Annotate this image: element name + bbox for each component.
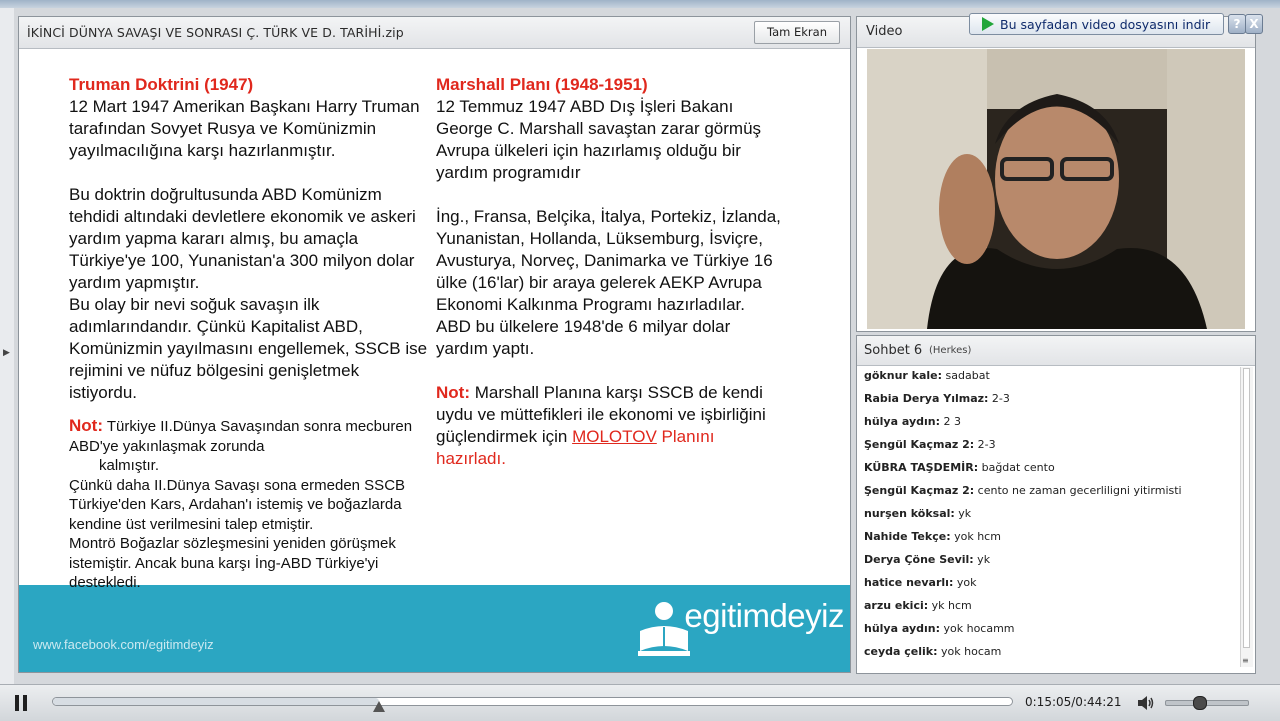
marshall-note-label: Not: bbox=[436, 383, 470, 402]
chat-text: yk bbox=[973, 553, 991, 566]
chat-username: KÜBRA TAŞDEMİR: bbox=[864, 461, 979, 474]
marshall-column bbox=[436, 74, 781, 470]
chat-text: yk bbox=[954, 507, 972, 520]
video-panel-title: Video bbox=[866, 24, 903, 39]
chat-username: Şengül Kaçmaz 2: bbox=[864, 438, 975, 451]
chat-message bbox=[864, 438, 1234, 461]
marshall-heading: Marshall Planı (1948-1951) bbox=[436, 75, 648, 94]
chat-title: Sohbet 6 bbox=[864, 343, 923, 358]
truman-note-tail: kalmıştır. bbox=[99, 457, 160, 474]
chat-scope: (Herkes) bbox=[929, 345, 972, 356]
chat-text: cento ne zaman gecerliligni yitirmisti bbox=[974, 484, 1182, 497]
seek-bar-played bbox=[53, 698, 379, 705]
time-display: 0:15:05/0:44:21 bbox=[1025, 695, 1122, 709]
marshall-note bbox=[436, 382, 781, 470]
volume-icon[interactable] bbox=[1137, 695, 1155, 711]
pause-icon bbox=[15, 695, 19, 711]
chat-username: Şengül Kaçmaz 2: bbox=[864, 484, 975, 497]
chat-scroll-thumb[interactable] bbox=[1243, 368, 1250, 648]
chat-text: yok hocam bbox=[937, 645, 1002, 658]
slide-panel bbox=[18, 16, 851, 673]
chat-message bbox=[864, 415, 1234, 438]
chat-message bbox=[864, 461, 1234, 484]
chat-text: sadabat bbox=[942, 369, 990, 382]
truman-note-montreux: Montrö Boğazlar sözleşmesini yeniden görüşmek istemiştir. Ancak buna karşı İng-ABD Türkiye'yi destekledi. bbox=[69, 535, 396, 591]
chat-message bbox=[864, 576, 1234, 599]
chat-text: yok hcm bbox=[950, 530, 1001, 543]
play-download-icon bbox=[982, 17, 994, 31]
truman-note bbox=[69, 416, 429, 456]
chat-text: 2 3 bbox=[940, 415, 961, 428]
volume-slider[interactable] bbox=[1165, 700, 1249, 706]
volume-handle[interactable] bbox=[1193, 696, 1207, 710]
chat-message bbox=[864, 392, 1234, 415]
chat-scrollbar[interactable] bbox=[1240, 367, 1253, 667]
chat-message bbox=[864, 484, 1234, 507]
chat-username: Derya Çöne Sevil: bbox=[864, 553, 974, 566]
chat-username: hatice nevarlı: bbox=[864, 576, 954, 589]
truman-paragraph-2: Bu doktrin doğrultusunda ABD Komünizm tehdidi altındaki devletlere ekonomik ve askeri yardım yapma kararı almış, bu amaçla Türkiye'ye 100, Yunanistan'a 300 milyon dolar yardım yapmıştır. bbox=[69, 185, 416, 292]
chat-message bbox=[864, 369, 1234, 392]
truman-paragraph-3: Bu olay bir nevi soğuk savaşın ilk adımlarındandır. Çünkü Kapitalist ABD, Komünizmin yayılmasını engellemek, SSCB ise rejimini ve nüfuz bölgesini genişletmek istiyordu. bbox=[69, 295, 428, 402]
chat-username: Rabia Derya Yılmaz: bbox=[864, 392, 989, 405]
chat-username: göknur kale: bbox=[864, 369, 943, 382]
chat-text: yok hocamm bbox=[940, 622, 1015, 635]
marshall-note-text: Marshall Planına karşı SSCB de kendi uydu ve müttefikleri ile ekonomi ve işbirliğini güçlendirmek için bbox=[436, 383, 766, 446]
chat-message bbox=[864, 553, 1234, 576]
chat-message bbox=[864, 599, 1234, 622]
chat-message bbox=[864, 645, 1234, 668]
chat-panel bbox=[856, 335, 1256, 674]
webcam-video[interactable] bbox=[867, 49, 1245, 329]
chat-text: yok bbox=[953, 576, 977, 589]
presenter-video-image bbox=[867, 49, 1245, 329]
seek-handle[interactable] bbox=[373, 701, 385, 712]
slide-content bbox=[19, 49, 850, 672]
download-video-label: Bu sayfadan video dosyasını indir bbox=[1000, 17, 1211, 32]
expand-arrow-icon[interactable]: ▶ bbox=[3, 348, 10, 358]
chat-username: arzu ekici: bbox=[864, 599, 929, 612]
truman-heading: Truman Doktrini (1947) bbox=[69, 75, 254, 94]
chat-username: hülya aydın: bbox=[864, 415, 940, 428]
chat-username: Nahide Tekçe: bbox=[864, 530, 951, 543]
slide-file-title: İKİNCİ DÜNYA SAVAŞI VE SONRASI Ç. TÜRK VE D. TARİHİ.zip bbox=[27, 25, 404, 40]
help-button[interactable]: ? bbox=[1228, 14, 1246, 34]
download-video-button[interactable] bbox=[969, 13, 1224, 35]
molotov-link[interactable]: MOLOTOV bbox=[572, 427, 657, 446]
scroll-grip-icon[interactable]: ≡ bbox=[1242, 656, 1249, 665]
marshall-paragraph-2: İng., Fransa, Belçika, İtalya, Portekiz, İzlanda, Yunanistan, Hollanda, Lüksemburg, İsviçre, Avusturya, Norveç, Danimarka ve Türkiye 16 ülke (16'lar) bir araya gelerek AEKP Avrupa Ekonomi Kalkınma Programı hazırladılar. ABD bu ülkelere 1948'de 6 milyar dolar yardım yaptı. bbox=[436, 207, 781, 358]
marshall-paragraph-1: 12 Temmuz 1947 ABD Dış İşleri Bakanı George C. Marshall savaştan zarar görmüş Avrupa ülkeleri için hazırlamış olduğu bir yardım programıdır bbox=[436, 97, 762, 182]
chat-username: hülya aydın: bbox=[864, 622, 940, 635]
video-panel bbox=[856, 16, 1256, 332]
seek-bar[interactable] bbox=[52, 697, 1013, 706]
brand-logo-text: egitimdeyiz bbox=[684, 597, 844, 634]
chat-text: yk hcm bbox=[928, 599, 972, 612]
chat-message bbox=[864, 530, 1234, 553]
chat-message bbox=[864, 622, 1234, 645]
slide-footer-band bbox=[19, 585, 850, 672]
facebook-link: www.facebook.com/egitimdeyiz bbox=[33, 637, 214, 652]
slide-header bbox=[19, 17, 850, 49]
close-button[interactable]: X bbox=[1245, 14, 1263, 34]
pause-button[interactable] bbox=[14, 695, 28, 711]
chat-header bbox=[857, 336, 1255, 366]
chat-message-list bbox=[864, 369, 1234, 668]
truman-note-label: Not: bbox=[69, 416, 103, 435]
chat-username: nurşen köksal: bbox=[864, 507, 955, 520]
chat-text: bağdat cento bbox=[978, 461, 1055, 474]
fullscreen-button[interactable]: Tam Ekran bbox=[754, 21, 840, 44]
chat-text: 2-3 bbox=[988, 392, 1010, 405]
window-top-strip bbox=[0, 0, 1280, 8]
left-collapse-edge[interactable] bbox=[0, 8, 14, 684]
chat-text: 2-3 bbox=[974, 438, 996, 451]
chat-username: ceyda çelik: bbox=[864, 645, 938, 658]
truman-paragraph-1: 12 Mart 1947 Amerikan Başkanı Harry Truman tarafından Sovyet Rusya ve Komünizmin yayılmacılığına karşı hazırlanmıştır. bbox=[69, 97, 420, 160]
chat-message bbox=[864, 507, 1234, 530]
molotov-tail: Planını hazırladı. bbox=[436, 427, 715, 468]
truman-note-text: Türkiye II.Dünya Savaşından sonra mecburen ABD'ye yakınlaşmak zorunda bbox=[69, 418, 413, 455]
truman-column bbox=[69, 74, 429, 593]
truman-note-detail: Çünkü daha II.Dünya Savaşı sona ermeden SSCB Türkiye'den Kars, Ardahan'ı istemiş ve boğazlarda kendine üst verilmesini talep etmiştir. bbox=[69, 476, 406, 533]
player-control-bar bbox=[0, 684, 1280, 721]
